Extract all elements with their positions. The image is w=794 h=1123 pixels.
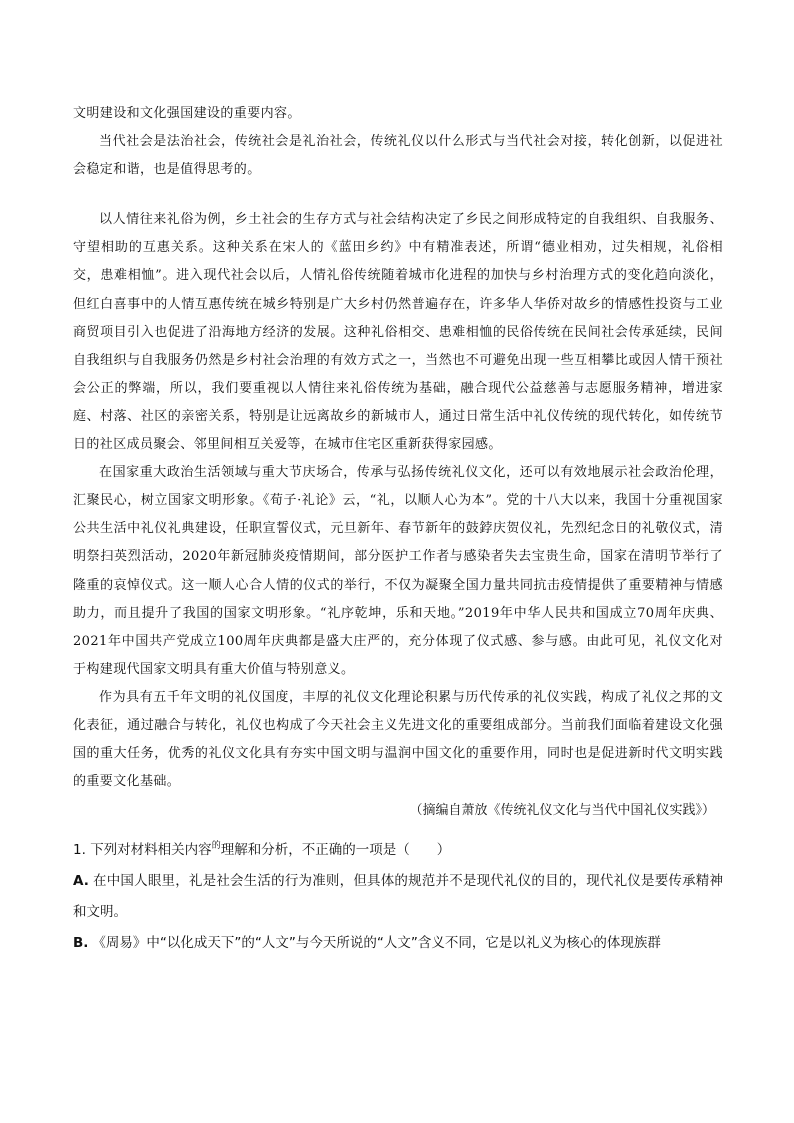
question-stem-part-2: 理解和分析，不正确的一项是（ ） [220,842,451,859]
option-b[interactable] [73,928,723,959]
question-stem [73,831,723,866]
question-stem-superscript: 的 [211,841,221,852]
paragraph-ritual-nation: 作为具有五千年文明的礼仪国度，丰厚的礼仪文化理论积累与历代传承的礼仪实践，构成了礼仪之邦的文化表征，通过融合与转化，礼仪也构成了今天社会主义先进文化的重要组成部分。当前我们面临着建设文化强国的重大任务，优秀的礼仪文化具有夯实中国文明与温润中国文化的重要作用，同时也是促进新时代文明实践的重要文化基础。 [73,689,723,790]
option-a-text: 在中国人眼里，礼是社会生活的行为准则，但具体的规范并不是现代礼仪的目的，现代礼仪是要传承精神和文明。 [73,873,723,921]
question-number: 1. [73,842,86,859]
article-body [73,100,723,796]
option-a-letter: A. [73,873,89,890]
option-b-text: 《周易》中“以化成天下”的“人文”与今天所说的“人文”含义不同，它是以礼义为核心的体现族群 [92,935,661,952]
question-stem-part-1: 下列对材料相关内容 [90,842,212,859]
paragraph-continuation: 文明建设和文化强国建设的重要内容。 [73,106,301,121]
document-page [73,100,723,959]
option-a[interactable] [73,866,723,928]
paragraph-national-ceremony: 在国家重大政治生活领域与重大节庆场合，传承与弘扬传统礼仪文化，还可以有效地展示社会政治伦理，汇聚民心，树立国家文明形象。《荀子·礼论》云，“礼，以顺人心为本”。党的十八大以来，我国十分重视国家公共生活中礼仪礼典建设，任职宣誓仪式，元旦新年、春节新年的鼓鋍庆贺仪礼，先烈纪念日的礼敬仪式，清明祭扫英烈活动，2020年新冠肺炎疫情期间，部分医护工作者与感染者失去宝贵生命，国家在清明节举行了隆重的哀悼仪式。这一顺人心合人情的仪式的举行，不仅为凝聚全国力量共同抗击疫情提供了重要精神与情感助力，而且提升了我国的国家文明形象。“礼序乾坤，乐和天地。”2019年中华人民共和国成立70周年庆典、2021年中国共产党成立100周年庆典都是盛大庄严的，充分体现了仪式感、参与感。由此可见，礼仪文化对于构建现代国家文明具有重大价值与特别意义。 [73,465,723,677]
paragraph-folk-custom: 以人情往来礼俗为例，乡土社会的生存方式与社会结构决定了乡民之间形成特定的自我组织、自我服务、守望相助的互惠关系。这种关系在宋人的《蓝田乡约》中有精准表述，所谓“德业相劝，过失相规，礼俗相交，患难相恤”。进入现代社会以后，人情礼俗传统随着城市化进程的加快与乡村治理方式的变化趋向淡化，但红白喜事中的人情互惠传统在城乡特别是广大乡村仍然普遍存在，许多华人华侨对故乡的情感性投资与工业商贸项目引入也促进了沿海地方经济的发展。这种礼俗相交、患难相恤的民俗传统在民间社会传承延续，民间自我组织与自我服务仍然是乡村社会治理的有效方式之一，当然也不可避免出现一些互相攀比或因人情干预社会公正的弊端，所以，我们要重视以人情往来礼俗传统为基础，融合现代公益慈善与志愿服务精神，增进家庭、村落、社区的亲密关系，特别是让远离故乡的新城市人，通过日常生活中礼仪传统的现代转化，如传统节日的社区成员聚会、邻里间相互关爱等，在城市住宅区重新获得家园感。 [73,212,723,453]
paragraph-law-vs-ritual: 当代社会是法治社会，传统社会是礼治社会，传统礼仪以什么形式与当代社会对接，转化创新，以促进社会稳定和谐，也是值得思考的。 [73,134,723,178]
question-block [73,831,723,959]
source-citation: （摘编自萧放《传统礼仪文化与当代中国礼仪实践》） [409,803,715,819]
option-b-letter: B. [73,935,89,952]
